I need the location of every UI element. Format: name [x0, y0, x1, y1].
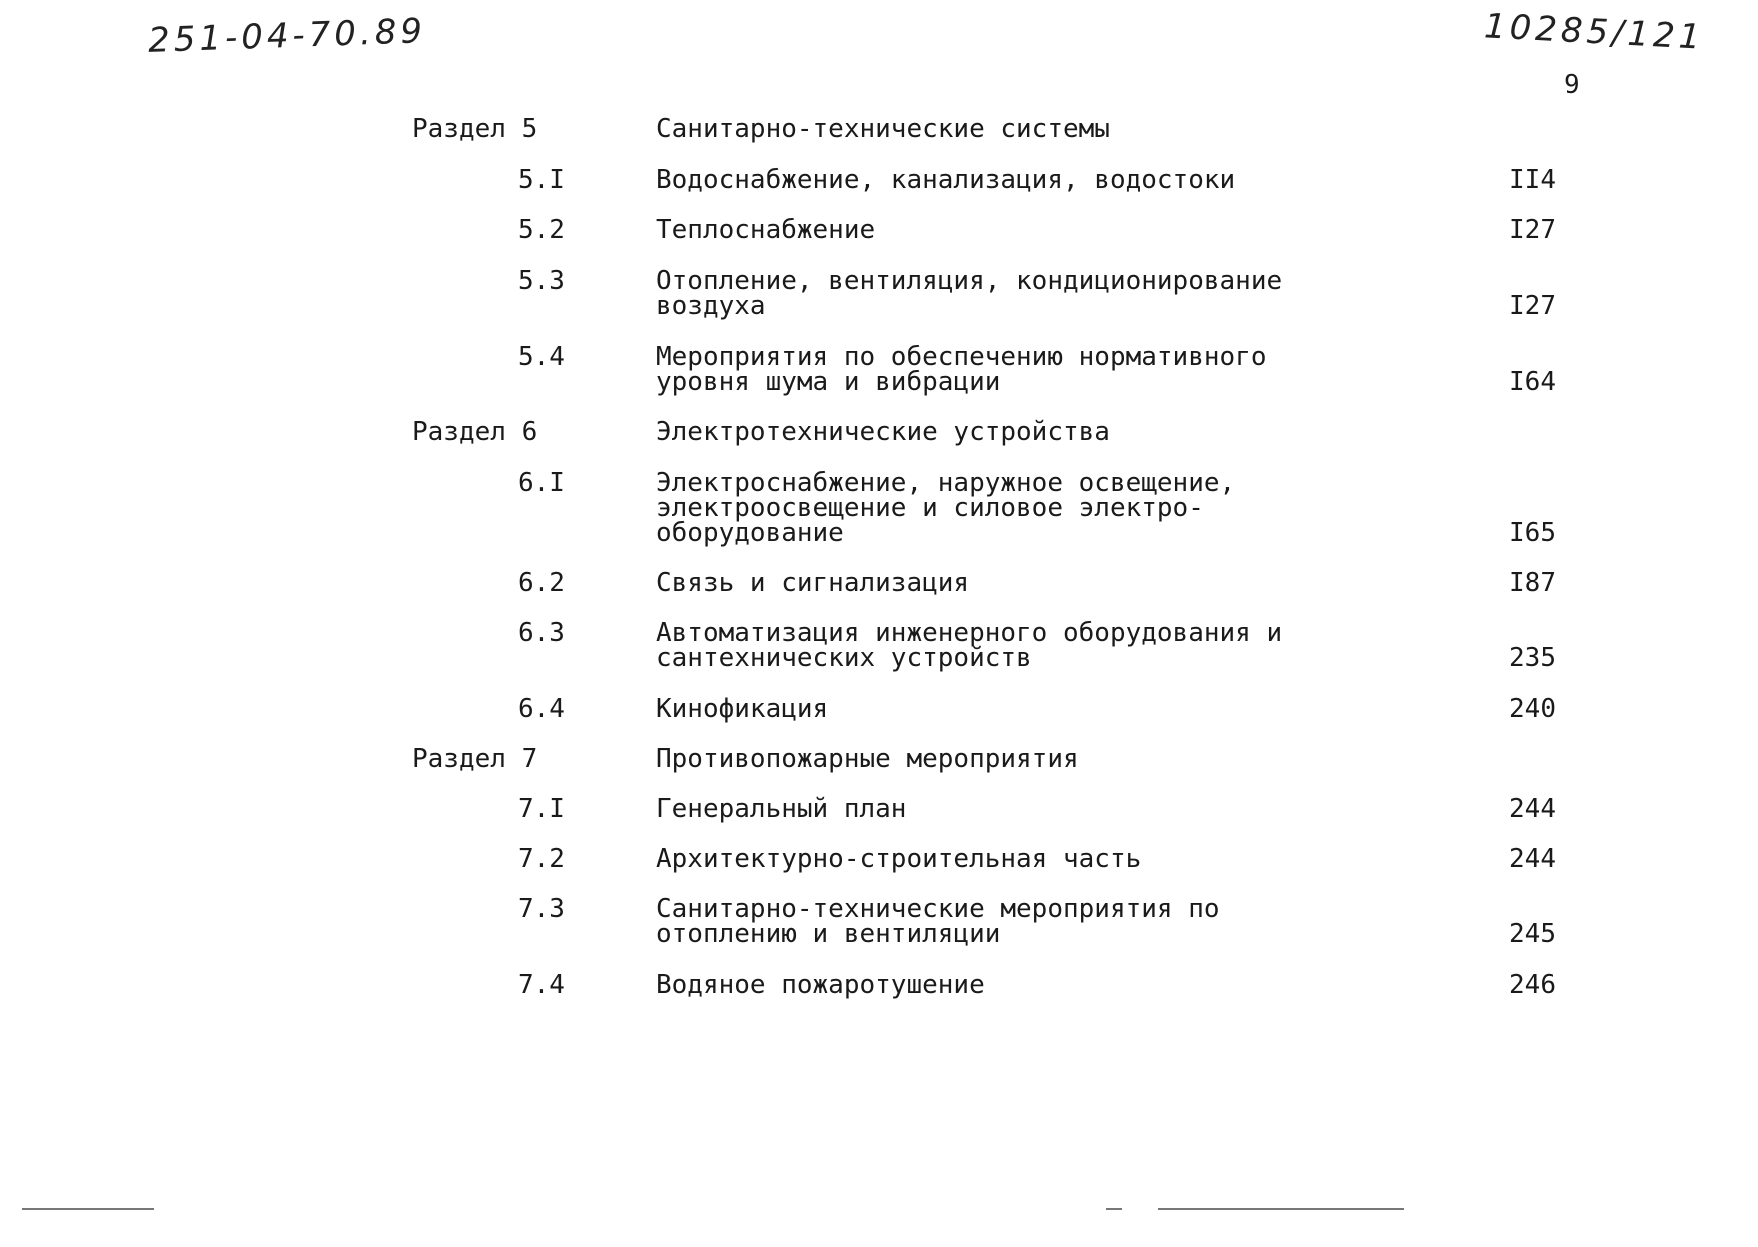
entry-number: 6.2	[518, 568, 565, 598]
entry-title: Теплоснабжение	[656, 215, 876, 245]
entry-page: 246	[1509, 970, 1556, 1000]
page-number: 9	[1564, 70, 1580, 100]
entry-title: Отопление, вентиляция, кондиционирование воздуха	[656, 266, 1283, 321]
entry-number: 5.3	[518, 266, 565, 296]
entry-title: Водяное пожаротушение	[656, 970, 985, 1000]
archive-code: 10285/121	[1483, 6, 1706, 58]
section-label: Раздел 5	[412, 114, 538, 144]
entry-page: I87	[1509, 568, 1556, 598]
entry-page: I27	[1509, 215, 1556, 245]
entry-page: 245	[1509, 919, 1556, 949]
entry-number: 5.4	[518, 342, 565, 372]
entry-page: 235	[1509, 643, 1556, 673]
entry-title: Санитарно-технические мероприятия по отоплению и вентиляции	[656, 894, 1220, 949]
entry-number: 6.3	[518, 618, 565, 648]
entry-page: II4	[1509, 165, 1556, 195]
section-title: Электротехнические устройства	[656, 417, 1110, 447]
entry-page: I27	[1509, 291, 1556, 321]
document-code: 251-04-70.89	[147, 11, 427, 61]
bottom-rule-right	[1158, 1208, 1404, 1210]
entry-title: Связь и сигнализация	[656, 568, 970, 598]
entry-title: Архитектурно-строительная часть	[656, 844, 1142, 874]
section-label: Раздел 7	[412, 744, 538, 774]
entry-number: 7.I	[518, 794, 565, 824]
section-label: Раздел 6	[412, 417, 538, 447]
entry-page: 240	[1509, 694, 1556, 724]
entry-number: 6.4	[518, 694, 565, 724]
entry-page: 244	[1509, 844, 1556, 874]
entry-title: Мероприятия по обеспечению нормативного уровня шума и вибрации	[656, 342, 1267, 397]
section-title: Противопожарные мероприятия	[656, 744, 1079, 774]
entry-number: 7.3	[518, 894, 565, 924]
entry-title: Электроснабжение, наружное освещение, электроосвещение и силовое электро- оборудование	[656, 468, 1236, 548]
entry-number: 7.4	[518, 970, 565, 1000]
entry-page: I65	[1509, 518, 1556, 548]
entry-number: 5.I	[518, 165, 565, 195]
entry-page: I64	[1509, 367, 1556, 397]
entry-title: Кинофикация	[656, 694, 829, 724]
entry-page: 244	[1509, 794, 1556, 824]
bottom-rule-mark	[1106, 1208, 1122, 1210]
section-title: Санитарно-технические системы	[656, 114, 1110, 144]
entry-title: Автоматизация инженерного оборудования и сантехнических устройств	[656, 618, 1283, 673]
entry-number: 7.2	[518, 844, 565, 874]
entry-number: 6.I	[518, 468, 565, 498]
entry-number: 5.2	[518, 215, 565, 245]
entry-title: Водоснабжение, канализация, водостоки	[656, 165, 1236, 195]
entry-title: Генеральный план	[656, 794, 907, 824]
bottom-rule-left	[22, 1208, 154, 1210]
